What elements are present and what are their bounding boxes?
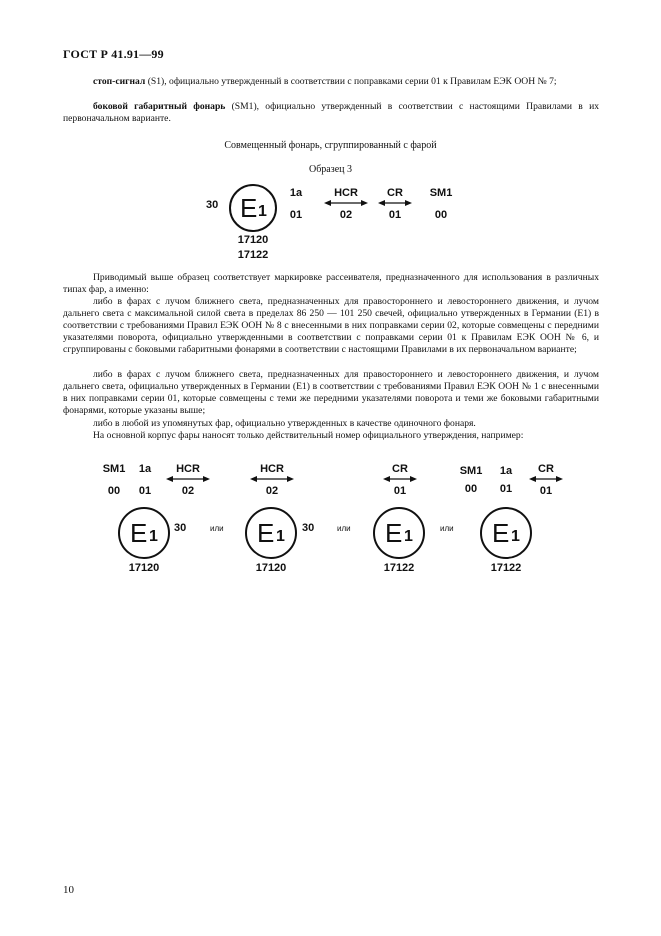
ex1-approval-number: 17120: [128, 562, 160, 574]
approval-number-2: 17122: [237, 249, 269, 261]
ex3-e-mark-circle: [373, 507, 425, 559]
approval-number-1: 17120: [237, 234, 269, 246]
double-arrow-icon: [324, 200, 368, 206]
or-word: или: [337, 524, 351, 533]
ex1-code-sm1: SM1: [102, 463, 126, 475]
stop-signal-term: стоп-сигнал: [93, 76, 146, 87]
ex2-code-hcr-number: 02: [265, 485, 279, 497]
code-hcr: HCR: [334, 187, 358, 199]
or-word: или: [440, 524, 454, 533]
ex4-code-1a-number: 01: [499, 483, 513, 495]
ex1-code-1a: 1a: [138, 463, 152, 475]
double-arrow-icon: [529, 476, 563, 482]
ex4-approval-number: 17122: [490, 562, 522, 574]
code-hcr-number: 02: [339, 209, 353, 221]
stop-signal-text: (S1), официально утвержденный в соответствии с поправками серии 01 к Правилам ЕЭК ООН № 7;: [145, 76, 557, 87]
ex3-code-cr: CR: [392, 463, 408, 475]
code-cr-number: 01: [388, 209, 402, 221]
code-1a: 1a: [289, 187, 303, 199]
ex2-code-hcr: HCR: [260, 463, 284, 475]
ex1-e-mark-circle: [118, 507, 170, 559]
or-word: или: [210, 524, 224, 533]
sample3-left-number: 30: [206, 199, 219, 211]
side-marker-text: (SM1), официально утвержденный в соответствии с настоящими Правилами в их первоначальном варианте.: [63, 101, 599, 125]
e-number: 1: [511, 528, 520, 545]
ex4-code-1a: 1a: [499, 465, 513, 477]
ex4-code-sm1-number: 00: [464, 483, 478, 495]
ex1-code-hcr: HCR: [176, 463, 200, 475]
e-number: 1: [149, 528, 158, 545]
ex3-code-cr-number: 01: [393, 485, 407, 497]
sample-label: Образец 3: [309, 164, 352, 175]
body-paragraph-3: либо в фарах с лучом ближнего света, предназначенных для правостороннего и левостороннего движения, и лучом дальнего света, официально утвержденных в Германии (E1) в соответствии с требованиями Правил ЕЭК ООН № 1 с внесенными в них поправками серии 01, которые совмещены с теми же передними указателями поворота и теми же боковыми габаритными фонарями, которые указаны выше;: [63, 369, 599, 417]
ex2-side-number: 30: [302, 522, 315, 534]
e-mark-circle: [229, 184, 277, 232]
code-sm1-number: 00: [434, 209, 448, 221]
e-letter: E: [240, 193, 258, 223]
stop-signal-paragraph: [63, 76, 599, 88]
ex4-code-cr: CR: [538, 463, 554, 475]
double-arrow-icon: [166, 476, 210, 482]
e-letter: E: [130, 518, 148, 548]
ex1-code-hcr-number: 02: [181, 485, 195, 497]
ex1-code-1a-number: 01: [138, 485, 152, 497]
e-letter: E: [257, 518, 275, 548]
ex4-code-sm1: SM1: [459, 465, 483, 477]
body-paragraph-4: либо в любой из упомянутых фар, официально утвержденных в качестве одиночного фонаря.: [93, 418, 476, 429]
ex1-code-sm1-number: 00: [107, 485, 121, 497]
code-sm1: SM1: [429, 187, 453, 199]
ex3-approval-number: 17122: [383, 562, 415, 574]
e-number: 1: [404, 528, 413, 545]
double-arrow-icon: [383, 476, 417, 482]
side-marker-paragraph: [63, 101, 599, 125]
figure-caption: Совмещенный фонарь, сгруппированный с фарой: [224, 140, 437, 151]
double-arrow-icon: [378, 200, 412, 206]
e-letter: E: [385, 518, 403, 548]
ex2-e-mark-circle: [245, 507, 297, 559]
e-number: 1: [258, 203, 267, 220]
body-paragraph-1: Приводимый выше образец соответствует маркировке рассеивателя, предназначенного для использования в различных типах фар, а именно:: [63, 272, 599, 296]
e-letter: E: [492, 518, 510, 548]
code-cr: CR: [387, 187, 403, 199]
ex4-code-cr-number: 01: [539, 485, 553, 497]
ex4-e-mark-circle: [480, 507, 532, 559]
double-arrow-icon: [250, 476, 294, 482]
body-paragraph-5: На основной корпус фары наносят только действительный номер официального утверждения, например:: [93, 430, 524, 441]
body-paragraph-2: либо в фарах с лучом ближнего света, предназначенных для правостороннего и левостороннего движения, и лучом дальнего света с максимальной силой света в пределах 86 250 — 101 250 свечей, официально утвержденных в Германии (E1) в соответствии с требованиями Правил ЕЭК ООН № 8 с внесенными в них поправками серии 02, которые совмещены с передними указателями поворота, официально утвержденными в соответствии с поправками серии 01 к Правилам ЕЭК ООН № 6, и сгруппированы с боковыми габаритными фонарями в соответствии с настоящими Правилами в их первоначальном варианте;: [63, 296, 599, 356]
ex2-approval-number: 17120: [255, 562, 287, 574]
code-1a-number: 01: [289, 209, 303, 221]
ex1-side-number: 30: [174, 522, 187, 534]
e-number: 1: [276, 528, 285, 545]
side-marker-term: боковой габаритный фонарь: [93, 101, 226, 112]
page-number: 10: [63, 884, 74, 896]
page-header: ГОСТ Р 41.91—99: [63, 47, 164, 61]
